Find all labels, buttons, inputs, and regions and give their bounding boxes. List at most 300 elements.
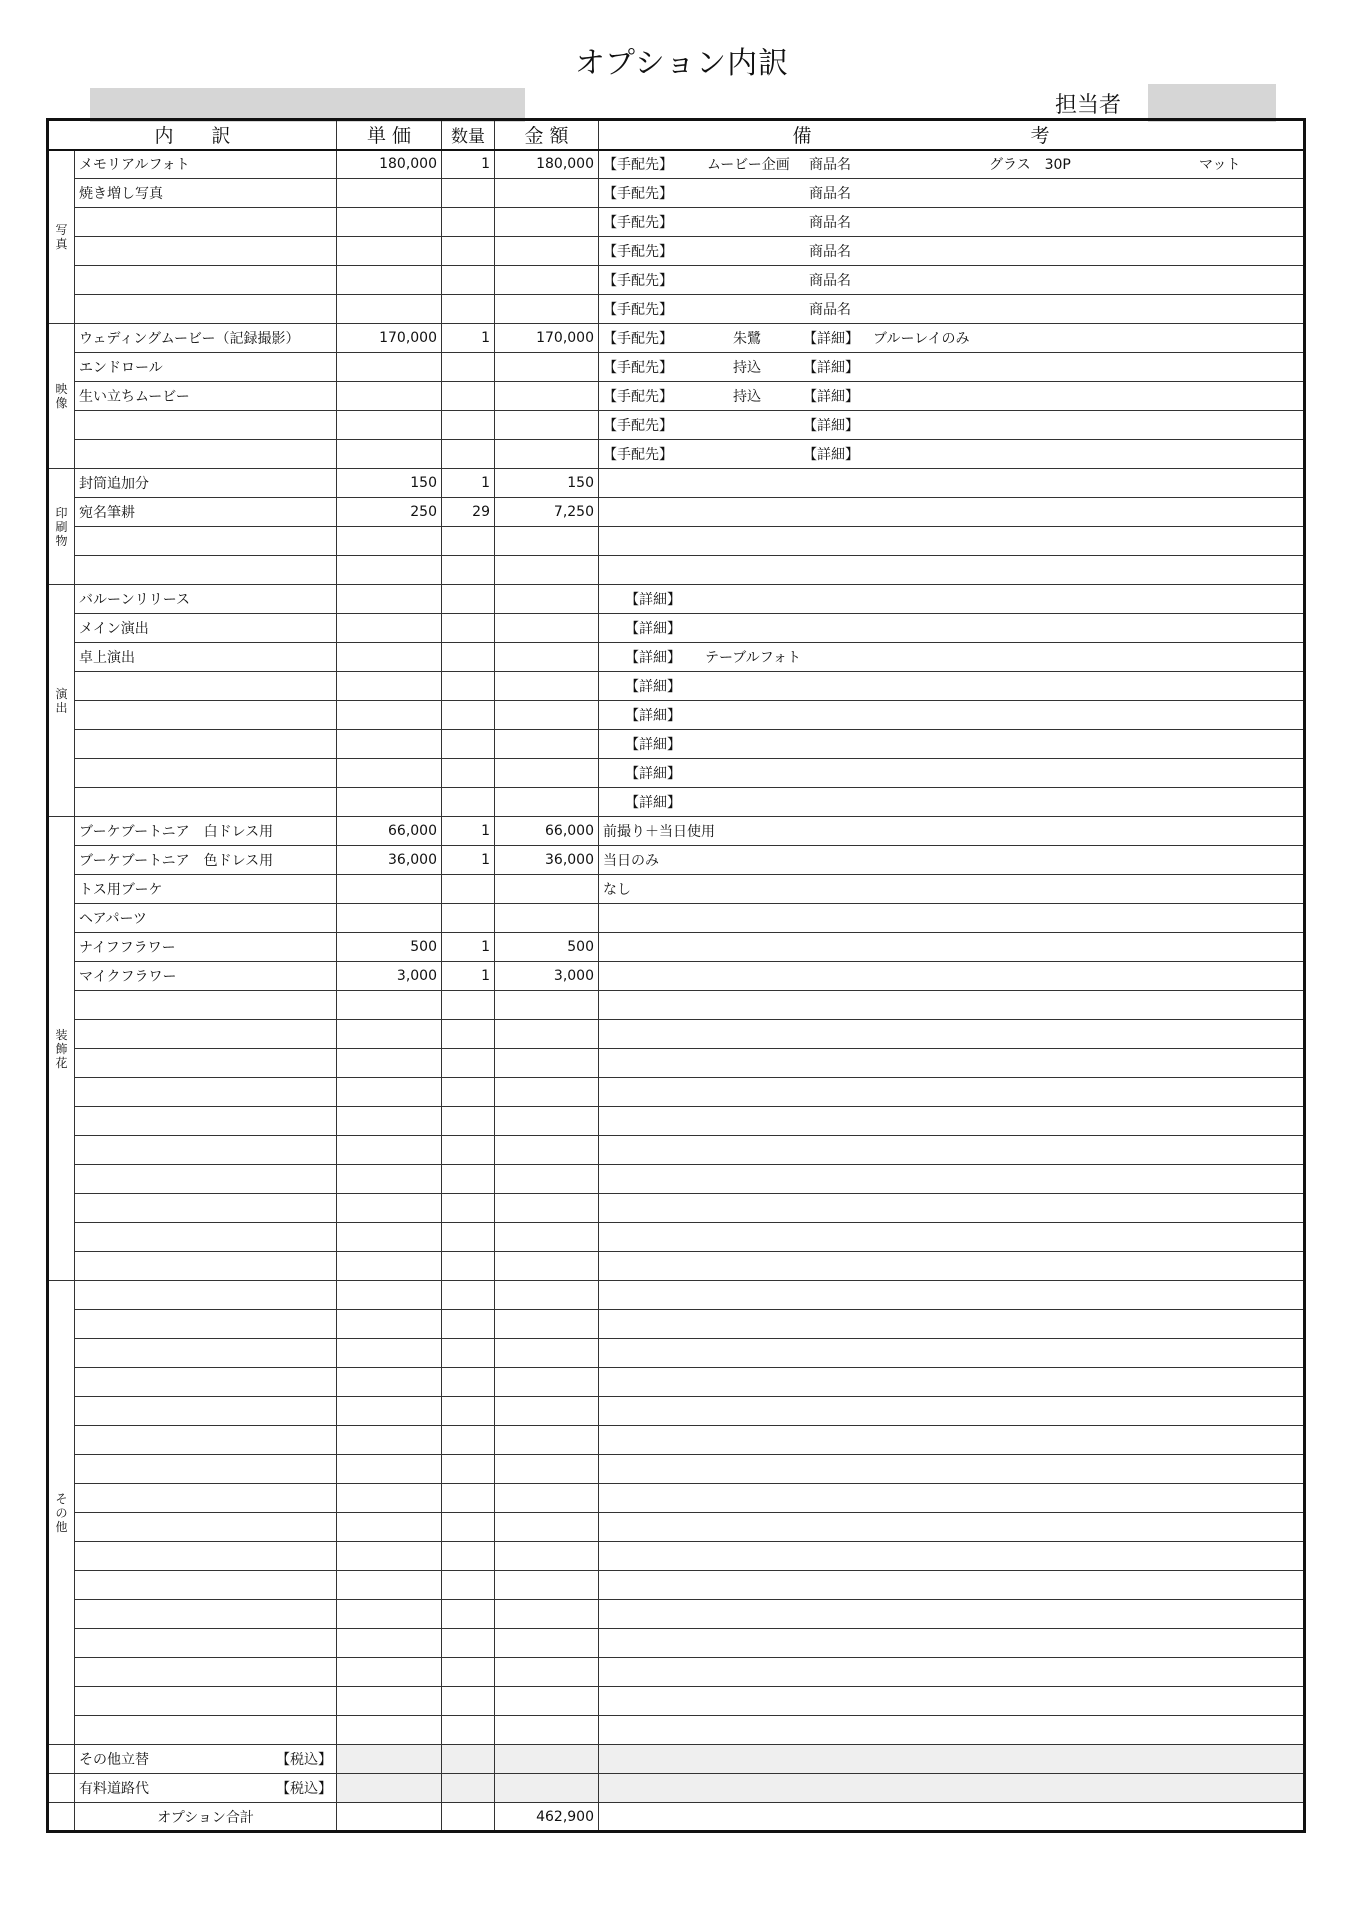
- remarks-cell[interactable]: [599, 556, 1305, 585]
- item-cell[interactable]: [75, 295, 337, 324]
- unit-price-cell[interactable]: 3,000: [337, 962, 442, 991]
- qty-cell[interactable]: [442, 1310, 495, 1339]
- qty-cell[interactable]: [442, 208, 495, 237]
- qty-cell[interactable]: [442, 1049, 495, 1078]
- unit-price-cell[interactable]: [337, 1223, 442, 1252]
- item-cell[interactable]: [75, 1571, 337, 1600]
- remarks-cell[interactable]: [599, 324, 1305, 353]
- amount-cell[interactable]: [495, 208, 599, 237]
- header-remarks: [599, 120, 1305, 150]
- amount-cell[interactable]: [495, 585, 599, 614]
- unit-price-cell[interactable]: [337, 382, 442, 411]
- qty-cell[interactable]: [442, 266, 495, 295]
- item-cell[interactable]: [75, 1310, 337, 1339]
- item-cell[interactable]: [75, 440, 337, 469]
- unit-price-cell[interactable]: [337, 614, 442, 643]
- remark-part: 【詳細】: [803, 447, 859, 463]
- remarks-cell[interactable]: [599, 759, 1305, 788]
- remarks-cell[interactable]: [599, 730, 1305, 759]
- qty-cell[interactable]: [442, 585, 495, 614]
- amount-cell[interactable]: [495, 266, 599, 295]
- remarks-cell[interactable]: [599, 1571, 1305, 1600]
- qty-cell[interactable]: [442, 991, 495, 1020]
- amount-cell[interactable]: [495, 643, 599, 672]
- qty-cell[interactable]: [442, 1658, 495, 1687]
- unit-price-cell[interactable]: 150: [337, 469, 442, 498]
- remarks-cell[interactable]: [599, 353, 1305, 382]
- remarks-cell[interactable]: [599, 1658, 1305, 1687]
- item-cell[interactable]: [75, 1600, 337, 1629]
- amount-cell[interactable]: 170,000: [495, 324, 599, 353]
- item-cell[interactable]: ナイフフラワー: [75, 933, 337, 962]
- remarks-cell[interactable]: [599, 1078, 1305, 1107]
- unit-price-cell[interactable]: [337, 295, 442, 324]
- amount-cell[interactable]: [495, 1136, 599, 1165]
- qty-cell[interactable]: [442, 556, 495, 585]
- amount-cell[interactable]: 66,000: [495, 817, 599, 846]
- amount-cell[interactable]: [495, 1078, 599, 1107]
- amount-cell[interactable]: [495, 701, 599, 730]
- qty-cell[interactable]: 1: [442, 324, 495, 353]
- unit-price-cell[interactable]: [337, 1571, 442, 1600]
- unit-price-cell[interactable]: [337, 1774, 442, 1803]
- remarks-cell[interactable]: [599, 1774, 1305, 1803]
- qty-cell[interactable]: [442, 1020, 495, 1049]
- item-cell[interactable]: [75, 1252, 337, 1281]
- unit-price-cell[interactable]: [337, 1310, 442, 1339]
- amount-cell[interactable]: [495, 179, 599, 208]
- item-cell[interactable]: [75, 730, 337, 759]
- remark-part: [1199, 270, 1299, 290]
- remarks-cell[interactable]: [599, 991, 1305, 1020]
- qty-cell[interactable]: 1: [442, 846, 495, 875]
- amount-cell[interactable]: [495, 1774, 599, 1803]
- unit-price-cell[interactable]: [337, 643, 442, 672]
- qty-cell[interactable]: 1: [442, 933, 495, 962]
- amount-cell[interactable]: [495, 411, 599, 440]
- unit-price-cell[interactable]: [337, 266, 442, 295]
- item-cell[interactable]: [75, 1716, 337, 1745]
- item-cell[interactable]: [75, 208, 337, 237]
- qty-cell[interactable]: [442, 1542, 495, 1571]
- amount-cell[interactable]: [495, 1629, 599, 1658]
- unit-price-cell[interactable]: [337, 1194, 442, 1223]
- item-cell[interactable]: [75, 1513, 337, 1542]
- remarks-cell[interactable]: [599, 1252, 1305, 1281]
- amount-cell[interactable]: [495, 788, 599, 817]
- item-cell[interactable]: [75, 1223, 337, 1252]
- amount-cell[interactable]: [495, 1716, 599, 1745]
- unit-price-cell[interactable]: [337, 701, 442, 730]
- item-cell[interactable]: トス用ブーケ: [75, 875, 337, 904]
- amount-cell[interactable]: [495, 440, 599, 469]
- item-cell[interactable]: [75, 1368, 337, 1397]
- qty-cell[interactable]: [442, 1513, 495, 1542]
- item-cell[interactable]: [75, 1281, 337, 1310]
- unit-price-cell[interactable]: [337, 1687, 442, 1716]
- remarks-cell[interactable]: [599, 1455, 1305, 1484]
- item-cell[interactable]: ヘアパーツ: [75, 904, 337, 933]
- item-cell[interactable]: [75, 1658, 337, 1687]
- amount-cell[interactable]: [495, 1194, 599, 1223]
- remarks-cell[interactable]: [599, 469, 1305, 498]
- unit-price-cell[interactable]: [337, 585, 442, 614]
- amount-cell[interactable]: 36,000: [495, 846, 599, 875]
- item-cell[interactable]: エンドロール: [75, 353, 337, 382]
- item-cell[interactable]: ブーケブートニア 白ドレス用: [75, 817, 337, 846]
- unit-price-cell[interactable]: [337, 991, 442, 1020]
- amount-cell[interactable]: [495, 1513, 599, 1542]
- remarks-cell[interactable]: [599, 904, 1305, 933]
- qty-cell[interactable]: [442, 701, 495, 730]
- qty-cell[interactable]: 29: [442, 498, 495, 527]
- qty-cell[interactable]: [442, 1078, 495, 1107]
- unit-price-cell[interactable]: [337, 1397, 442, 1426]
- qty-cell[interactable]: [442, 1716, 495, 1745]
- qty-cell[interactable]: [442, 875, 495, 904]
- amount-cell[interactable]: [495, 1484, 599, 1513]
- amount-cell[interactable]: [495, 1426, 599, 1455]
- unit-price-cell[interactable]: [337, 353, 442, 382]
- remarks-cell[interactable]: [599, 1281, 1305, 1310]
- remarks-cell[interactable]: [599, 1049, 1305, 1078]
- amount-cell[interactable]: 3,000: [495, 962, 599, 991]
- qty-cell[interactable]: 1: [442, 150, 495, 179]
- qty-cell[interactable]: [442, 1455, 495, 1484]
- item-cell[interactable]: [75, 266, 337, 295]
- remark-part: [879, 212, 1199, 232]
- amount-cell[interactable]: [495, 556, 599, 585]
- staff-name-field[interactable]: [1148, 84, 1276, 122]
- remarks-cell[interactable]: [599, 962, 1305, 991]
- item-cell[interactable]: [75, 1629, 337, 1658]
- remarks-cell[interactable]: [599, 1310, 1305, 1339]
- unit-price-cell[interactable]: [337, 1629, 442, 1658]
- remarks-cell[interactable]: [599, 440, 1305, 469]
- amount-cell[interactable]: 7,250: [495, 498, 599, 527]
- amount-cell[interactable]: [495, 527, 599, 556]
- qty-cell[interactable]: [442, 1368, 495, 1397]
- remarks-cell[interactable]: [599, 150, 1305, 179]
- amount-cell[interactable]: [495, 1107, 599, 1136]
- remarks-cell[interactable]: [599, 817, 1305, 846]
- remarks-cell[interactable]: [599, 1600, 1305, 1629]
- unit-price-cell[interactable]: [337, 1049, 442, 1078]
- unit-price-cell[interactable]: [337, 440, 442, 469]
- amount-cell[interactable]: [495, 904, 599, 933]
- amount-cell[interactable]: [495, 1281, 599, 1310]
- item-cell[interactable]: 宛名筆耕: [75, 498, 337, 527]
- qty-cell[interactable]: [442, 904, 495, 933]
- qty-cell[interactable]: [442, 643, 495, 672]
- amount-cell[interactable]: [495, 1165, 599, 1194]
- remarks-cell[interactable]: [599, 527, 1305, 556]
- amount-cell[interactable]: [495, 1368, 599, 1397]
- remarks-cell[interactable]: [599, 614, 1305, 643]
- unit-price-cell[interactable]: [337, 730, 442, 759]
- tax-item-cell[interactable]: [75, 1745, 337, 1774]
- item-cell[interactable]: [75, 1542, 337, 1571]
- amount-cell[interactable]: [495, 759, 599, 788]
- unit-price-cell[interactable]: [337, 875, 442, 904]
- remarks-cell[interactable]: [599, 1339, 1305, 1368]
- table-row: [48, 1078, 1305, 1107]
- unit-price-cell[interactable]: [337, 411, 442, 440]
- unit-price-cell[interactable]: [337, 208, 442, 237]
- amount-cell[interactable]: [495, 614, 599, 643]
- item-cell[interactable]: 卓上演出: [75, 643, 337, 672]
- remarks-cell[interactable]: [599, 1716, 1305, 1745]
- unit-price-cell[interactable]: [337, 788, 442, 817]
- item-cell[interactable]: 封筒追加分: [75, 469, 337, 498]
- item-cell[interactable]: 生い立ちムービー: [75, 382, 337, 411]
- item-cell[interactable]: [75, 237, 337, 266]
- item-cell[interactable]: [75, 556, 337, 585]
- qty-cell[interactable]: [442, 614, 495, 643]
- remarks-cell[interactable]: [599, 585, 1305, 614]
- item-cell[interactable]: バルーンリリース: [75, 585, 337, 614]
- remarks-cell[interactable]: [599, 1542, 1305, 1571]
- remarks-cell[interactable]: [599, 411, 1305, 440]
- item-cell[interactable]: [75, 1339, 337, 1368]
- qty-cell[interactable]: [442, 411, 495, 440]
- item-cell[interactable]: [75, 1049, 337, 1078]
- table-row: [48, 382, 1305, 411]
- unit-price-cell[interactable]: [337, 1542, 442, 1571]
- unit-price-cell[interactable]: [337, 237, 442, 266]
- remark-part: [1199, 241, 1299, 261]
- customer-name-field[interactable]: [90, 88, 525, 122]
- amount-cell[interactable]: [495, 730, 599, 759]
- item-cell[interactable]: [75, 1078, 337, 1107]
- unit-price-cell[interactable]: [337, 904, 442, 933]
- remarks-cell[interactable]: [599, 788, 1305, 817]
- unit-price-cell[interactable]: [337, 179, 442, 208]
- amount-cell[interactable]: [495, 1745, 599, 1774]
- unit-price-cell[interactable]: [337, 1426, 442, 1455]
- remarks-cell[interactable]: [599, 643, 1305, 672]
- amount-cell[interactable]: [495, 875, 599, 904]
- qty-cell[interactable]: 1: [442, 469, 495, 498]
- unit-price-cell[interactable]: 500: [337, 933, 442, 962]
- remark-part: マット: [1199, 157, 1241, 174]
- remarks-cell[interactable]: [599, 295, 1305, 324]
- item-cell[interactable]: [75, 672, 337, 701]
- item-cell[interactable]: [75, 1484, 337, 1513]
- table-row: [48, 411, 1305, 440]
- qty-cell[interactable]: [442, 295, 495, 324]
- unit-price-cell[interactable]: [337, 1513, 442, 1542]
- unit-price-cell[interactable]: 170,000: [337, 324, 442, 353]
- item-cell[interactable]: [75, 1426, 337, 1455]
- remarks-cell[interactable]: [599, 1687, 1305, 1716]
- tax-item-label: 有料道路代: [79, 1781, 149, 1797]
- item-cell[interactable]: ブーケブートニア 色ドレス用: [75, 846, 337, 875]
- unit-price-cell[interactable]: [337, 672, 442, 701]
- qty-cell[interactable]: [442, 1165, 495, 1194]
- item-cell[interactable]: [75, 1194, 337, 1223]
- remarks-cell[interactable]: [599, 1629, 1305, 1658]
- qty-cell[interactable]: [442, 788, 495, 817]
- amount-cell[interactable]: [495, 991, 599, 1020]
- unit-price-cell[interactable]: [337, 1107, 442, 1136]
- amount-cell[interactable]: [495, 1223, 599, 1252]
- remarks-cell[interactable]: [599, 1513, 1305, 1542]
- unit-price-cell[interactable]: [337, 1745, 442, 1774]
- remarks-cell[interactable]: [599, 1020, 1305, 1049]
- unit-price-cell[interactable]: 250: [337, 498, 442, 527]
- amount-cell[interactable]: [495, 353, 599, 382]
- qty-cell[interactable]: [442, 1252, 495, 1281]
- remarks-cell[interactable]: [599, 1368, 1305, 1397]
- remarks-cell[interactable]: [599, 672, 1305, 701]
- remarks-cell[interactable]: [599, 1107, 1305, 1136]
- unit-price-cell[interactable]: [337, 759, 442, 788]
- item-cell[interactable]: [75, 701, 337, 730]
- remarks-cell[interactable]: [599, 1484, 1305, 1513]
- unit-price-cell[interactable]: [337, 1136, 442, 1165]
- item-cell[interactable]: [75, 1687, 337, 1716]
- unit-price-cell[interactable]: 66,000: [337, 817, 442, 846]
- qty-cell[interactable]: [442, 1136, 495, 1165]
- amount-cell[interactable]: [495, 1252, 599, 1281]
- amount-cell[interactable]: [495, 1542, 599, 1571]
- qty-cell[interactable]: [442, 440, 495, 469]
- remarks-cell[interactable]: [599, 701, 1305, 730]
- amount-cell[interactable]: 150: [495, 469, 599, 498]
- amount-cell[interactable]: [495, 672, 599, 701]
- unit-price-cell[interactable]: [337, 1020, 442, 1049]
- qty-cell[interactable]: [442, 1600, 495, 1629]
- unit-price-cell[interactable]: [337, 1658, 442, 1687]
- unit-price-cell[interactable]: [337, 1455, 442, 1484]
- amount-cell[interactable]: [495, 1571, 599, 1600]
- unit-price-cell[interactable]: [337, 1252, 442, 1281]
- amount-cell[interactable]: [495, 237, 599, 266]
- remark-part: 商品名: [809, 186, 851, 202]
- unit-price-cell[interactable]: [337, 1368, 442, 1397]
- qty-cell[interactable]: [442, 730, 495, 759]
- qty-cell[interactable]: [442, 672, 495, 701]
- qty-cell[interactable]: [442, 179, 495, 208]
- qty-cell[interactable]: [442, 759, 495, 788]
- unit-price-cell[interactable]: [337, 1165, 442, 1194]
- remarks-cell[interactable]: [599, 1165, 1305, 1194]
- amount-cell[interactable]: [495, 1049, 599, 1078]
- remarks-cell[interactable]: [599, 1194, 1305, 1223]
- unit-price-cell[interactable]: [337, 1078, 442, 1107]
- unit-price-cell[interactable]: [337, 1484, 442, 1513]
- remarks-cell[interactable]: [599, 1223, 1305, 1252]
- amount-cell[interactable]: [495, 1687, 599, 1716]
- amount-cell[interactable]: [495, 1455, 599, 1484]
- remark-part: 【手配先】: [603, 447, 673, 463]
- amount-cell[interactable]: [495, 1020, 599, 1049]
- item-cell[interactable]: メモリアルフォト: [75, 150, 337, 179]
- qty-cell[interactable]: [442, 1484, 495, 1513]
- qty-cell[interactable]: [442, 1571, 495, 1600]
- qty-cell[interactable]: [442, 1774, 495, 1803]
- item-cell[interactable]: [75, 1165, 337, 1194]
- qty-cell[interactable]: [442, 1339, 495, 1368]
- amount-cell[interactable]: 180,000: [495, 150, 599, 179]
- qty-cell[interactable]: [442, 1426, 495, 1455]
- unit-price-cell[interactable]: [337, 556, 442, 585]
- qty-cell[interactable]: [442, 1397, 495, 1426]
- item-cell[interactable]: ウェディングムービー（記録撮影）: [75, 324, 337, 353]
- qty-cell[interactable]: 1: [442, 817, 495, 846]
- remarks-cell[interactable]: [599, 1397, 1305, 1426]
- item-cell[interactable]: [75, 1020, 337, 1049]
- qty-cell[interactable]: [442, 1687, 495, 1716]
- unit-price-cell[interactable]: 36,000: [337, 846, 442, 875]
- qty-cell[interactable]: 1: [442, 962, 495, 991]
- unit-price-cell[interactable]: 180,000: [337, 150, 442, 179]
- item-cell[interactable]: [75, 788, 337, 817]
- item-cell[interactable]: [75, 991, 337, 1020]
- amount-cell[interactable]: [495, 382, 599, 411]
- amount-cell[interactable]: [495, 1397, 599, 1426]
- tax-item-cell[interactable]: [75, 1774, 337, 1803]
- remarks-cell[interactable]: [599, 179, 1305, 208]
- qty-cell[interactable]: [442, 353, 495, 382]
- unit-price-cell[interactable]: [337, 1281, 442, 1310]
- qty-cell[interactable]: [442, 382, 495, 411]
- qty-cell[interactable]: [442, 1745, 495, 1774]
- item-cell[interactable]: [75, 1455, 337, 1484]
- item-cell[interactable]: 焼き増し写真: [75, 179, 337, 208]
- amount-cell[interactable]: 500: [495, 933, 599, 962]
- qty-cell[interactable]: [442, 1629, 495, 1658]
- remarks-cell[interactable]: [599, 237, 1305, 266]
- qty-cell[interactable]: [442, 1107, 495, 1136]
- item-cell[interactable]: [75, 1107, 337, 1136]
- unit-price-cell[interactable]: [337, 1339, 442, 1368]
- qty-cell[interactable]: [442, 1281, 495, 1310]
- remarks-cell[interactable]: [599, 933, 1305, 962]
- item-cell[interactable]: [75, 411, 337, 440]
- item-cell[interactable]: [75, 1136, 337, 1165]
- unit-price-cell[interactable]: [337, 1716, 442, 1745]
- remarks-cell[interactable]: [599, 1136, 1305, 1165]
- unit-price-cell[interactable]: [337, 1600, 442, 1629]
- item-cell[interactable]: [75, 1397, 337, 1426]
- remarks-cell[interactable]: [599, 498, 1305, 527]
- remarks-cell[interactable]: [599, 1745, 1305, 1774]
- remarks-cell[interactable]: [599, 1426, 1305, 1455]
- remarks-cell[interactable]: [599, 846, 1305, 875]
- amount-cell[interactable]: [495, 1658, 599, 1687]
- remarks-cell[interactable]: [599, 208, 1305, 237]
- amount-cell[interactable]: [495, 295, 599, 324]
- item-cell[interactable]: [75, 527, 337, 556]
- remarks-cell[interactable]: [599, 382, 1305, 411]
- item-cell[interactable]: [75, 759, 337, 788]
- remarks-cell[interactable]: [599, 875, 1305, 904]
- remarks-cell[interactable]: [599, 266, 1305, 295]
- qty-cell[interactable]: [442, 527, 495, 556]
- qty-cell[interactable]: [442, 237, 495, 266]
- staff-label: 担当者: [1055, 93, 1122, 118]
- amount-cell[interactable]: [495, 1339, 599, 1368]
- item-cell[interactable]: マイクフラワー: [75, 962, 337, 991]
- amount-cell[interactable]: [495, 1600, 599, 1629]
- qty-cell[interactable]: [442, 1194, 495, 1223]
- item-cell[interactable]: メイン演出: [75, 614, 337, 643]
- amount-cell[interactable]: [495, 1310, 599, 1339]
- unit-price-cell[interactable]: [337, 527, 442, 556]
- qty-cell[interactable]: [442, 1223, 495, 1252]
